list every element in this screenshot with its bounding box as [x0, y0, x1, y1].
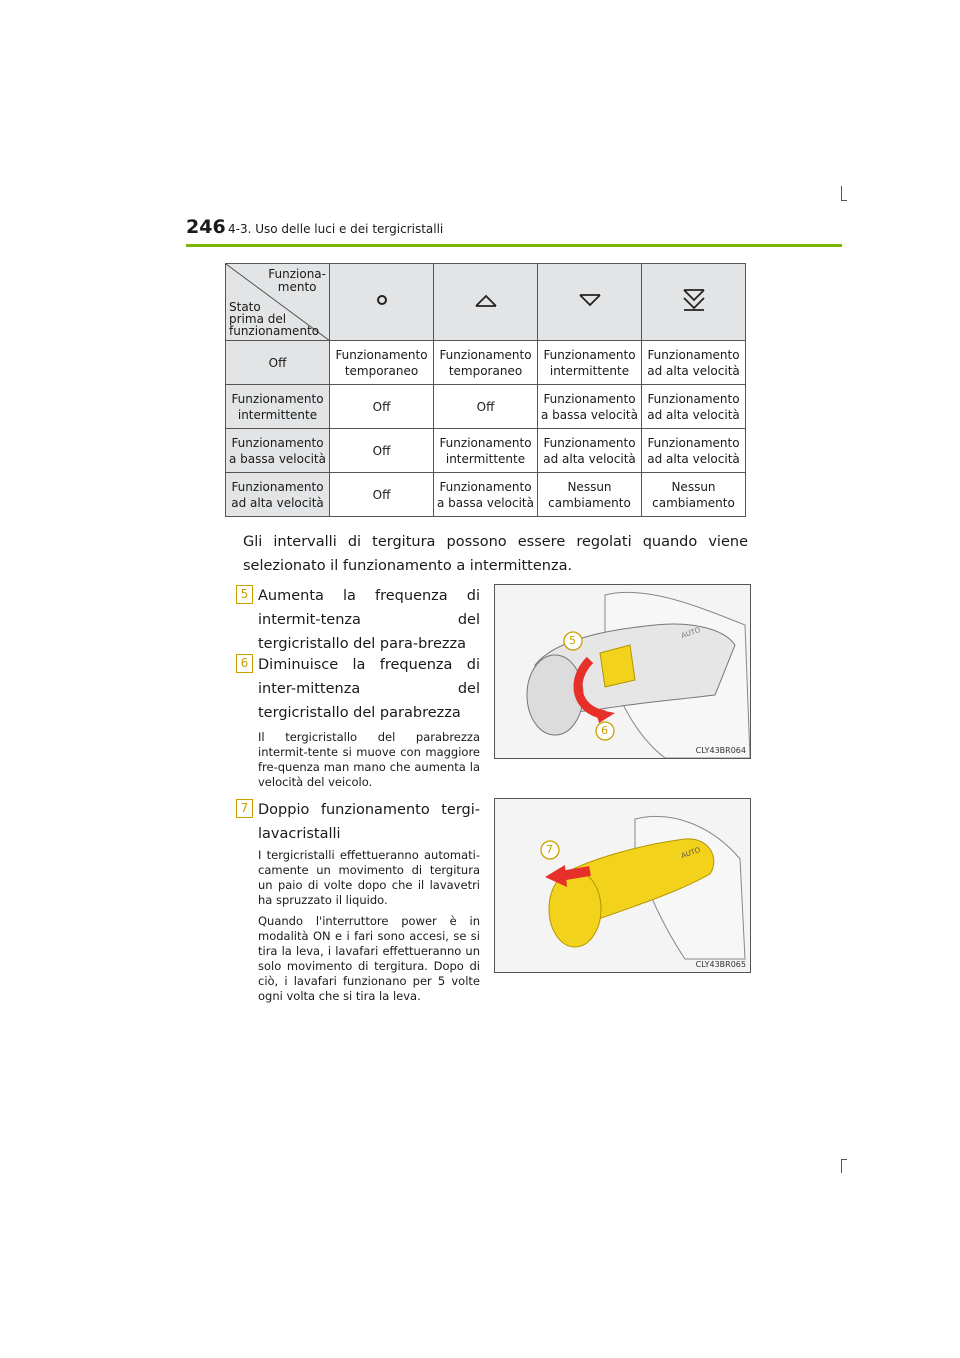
row-state: Funzionamento ad alta velocità — [226, 473, 330, 517]
row-state: Funzionamento intermittente — [226, 385, 330, 429]
table-cell: Funzionamento a bassa velocità — [434, 473, 538, 517]
table-cell: Off — [330, 473, 434, 517]
header-rule — [186, 244, 842, 247]
item-note-6: Il tergicristallo del parabrezza intermit-tente si muove con maggiore fre-quenza man mano che aumenta la velocità del veicolo. — [258, 730, 480, 789]
figure-lever-rotate — [494, 584, 751, 759]
lever-auto-label: AUTO — [680, 845, 702, 861]
table-cell: Funzionamento intermittente — [434, 429, 538, 473]
col-low-speed — [538, 264, 642, 341]
row-state: Off — [226, 341, 330, 385]
table-cell: Funzionamento ad alta velocità — [642, 429, 746, 473]
table-cell: Funzionamento ad alta velocità — [642, 385, 746, 429]
table-cell: Funzionamento intermittente — [538, 341, 642, 385]
table-row — [226, 473, 746, 517]
table-cell: Funzionamento ad alta velocità — [642, 341, 746, 385]
item-marker-6: 6 — [236, 654, 253, 673]
row-state: Funzionamento a bassa velocità — [226, 429, 330, 473]
figure-label-6: 6 — [601, 724, 608, 737]
corner-label-line: Funziona- mento — [268, 267, 326, 294]
figure-code: CLY43BR064 — [695, 746, 746, 755]
table-cell: Funzionamento temporaneo — [330, 341, 434, 385]
mist-icon — [372, 290, 392, 310]
table-cell: Funzionamento ad alta velocità — [538, 429, 642, 473]
corner-label-state — [229, 301, 319, 337]
table-row — [226, 385, 746, 429]
table-corner-cell — [226, 264, 330, 341]
table-cell: Funzionamento temporaneo — [434, 341, 538, 385]
high-speed-icon — [681, 287, 707, 313]
item-title-7: Doppio funzionamento tergi-lavacristalli — [258, 802, 480, 842]
corner-label-line: Stato prima del funzionamento — [229, 300, 320, 338]
figure-code: CLY43BR065 — [695, 960, 746, 969]
figure-lever-pull — [494, 798, 751, 973]
item-marker-7: 7 — [236, 799, 253, 818]
lever-rotate-illustration — [495, 585, 750, 758]
table-cell: Off — [434, 385, 538, 429]
table-cell: Off — [330, 385, 434, 429]
corner-label-operation — [268, 268, 326, 294]
table-row — [226, 429, 746, 473]
section-title: 4-3. Uso delle luci e dei tergicristalli — [228, 222, 444, 236]
item-title-6: Diminuisce la frequenza di inter-mittenza del tergicristallo del parabrezza — [258, 657, 480, 721]
col-high-speed — [642, 264, 746, 341]
col-mist — [330, 264, 434, 341]
table-cell: Nessun cambiamento — [538, 473, 642, 517]
table-cell: Nessun cambiamento — [642, 473, 746, 517]
item-marker-5: 5 — [236, 585, 253, 604]
crop-mark — [841, 1159, 842, 1173]
crop-mark — [841, 186, 842, 200]
item-note-7b: Quando l'interruttore power è in modalità ON e i fari sono accesi, se si tira la leva, i lavafari effettueranno un solo movimento di tergitura. Dopo di ciò, i lavafari funzionano per 5 volte ogni volta che si tira la leva. — [258, 914, 480, 1003]
figure-label-7: 7 — [546, 843, 553, 856]
col-intermittent — [434, 264, 538, 341]
table-cell: Funzionamento a bassa velocità — [538, 385, 642, 429]
table-header-row — [226, 264, 746, 341]
crop-mark — [841, 200, 847, 201]
table-row — [226, 341, 746, 385]
intro-paragraph: Gli intervalli di tergitura possono essere regolati quando viene selezionato il funzionamento a intermittenza. — [243, 534, 748, 574]
lever-auto-label: AUTO — [680, 625, 702, 641]
table-cell: Off — [330, 429, 434, 473]
wiper-mode-table — [225, 263, 746, 517]
item-title-5: Aumenta la frequenza di intermit-tenza del tergicristallo del para-brezza — [258, 588, 480, 652]
crop-mark — [841, 1159, 847, 1160]
low-speed-icon — [577, 291, 603, 309]
lever-pull-illustration — [495, 799, 750, 972]
item-note-7a: I tergicristalli effettueranno automati-camente un movimento di tergitura un paio di volte dopo che il lavavetri ha spruzzato il liquido. — [258, 848, 480, 907]
page-number: 246 — [186, 216, 226, 238]
intermittent-icon — [473, 291, 499, 309]
figure-label-5: 5 — [569, 634, 576, 647]
